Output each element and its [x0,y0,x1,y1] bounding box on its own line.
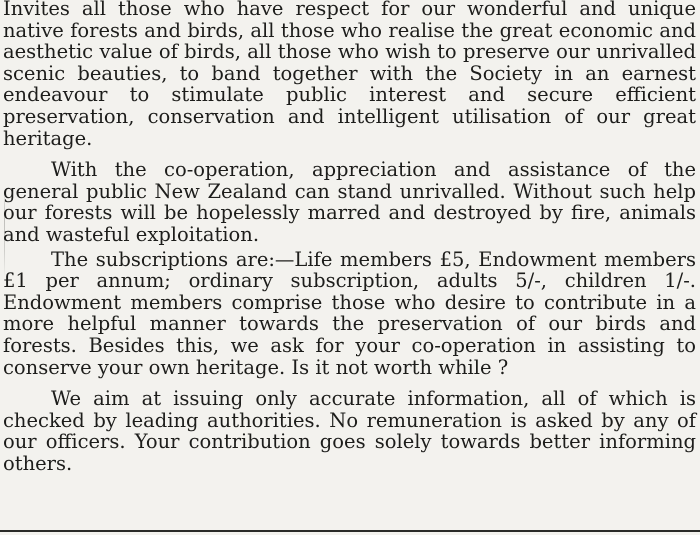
paragraph-subscriptions: The subscriptions are:—Life members £5, Endowment members £1 per annum; ordinary subscription, adults 5/-, children 1/-. Endowment members comprise those who desire to contribute in a more helpful manner towards the preservation of our birds and forests. Besides this, we ask for your co-operation in assisting to conserve your own heritage. Is it not worth while ? [3,247,696,379]
paragraph-accuracy: We aim at issuing only accurate information, all of which is checked by leading authorities. No remuneration is asked by any of our officers. Your contribution goes solely towards better informing others. [3,387,696,475]
paragraph-invitation: Invites all those who have respect for our wonderful and unique native forests and birds, all those who realise the great economic and aesthetic value of birds, all those who wish to preserve our unrivalled scenic beauties, to band together with the Society in an earnest endeavour to stimulate public interest and secure efficient preservation, conservation and intelligent utilisation of our great heritage. [3,0,696,150]
bottom-rule [0,530,700,532]
body-text [3,0,696,474]
paragraph-cooperation: With the co-operation, appreciation and assistance of the general public New Zealand can stand unrivalled. Without such help our forests will be hopelessly marred and destroyed by fire, animals and wasteful exploitation. [3,158,696,246]
